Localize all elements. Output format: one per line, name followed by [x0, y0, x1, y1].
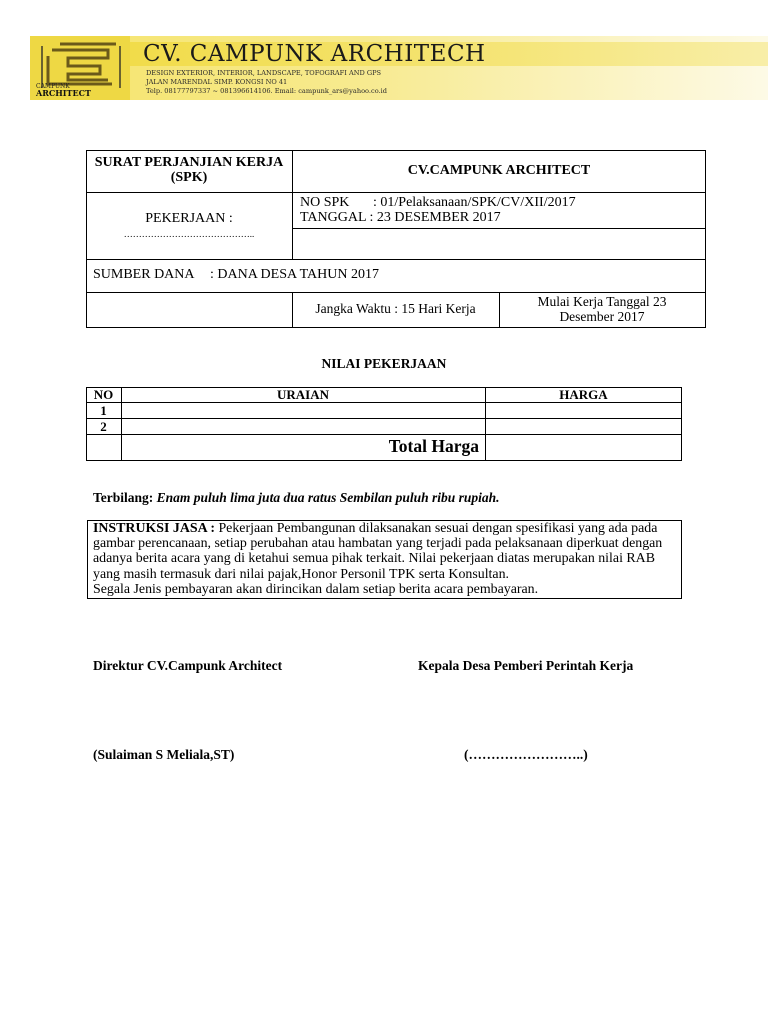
terbilang-label: Terbilang:	[93, 490, 154, 505]
company-contact: Telp. 08177797337 ~ 081396614106. Email: campunk_ars@yahoo.co.id	[146, 87, 387, 95]
header-rule	[292, 228, 706, 229]
mulai-kerja: Mulai Kerja Tanggal 23 Desember 2017	[537, 294, 667, 324]
sumber-dana-value: : DANA DESA TAHUN 2017	[210, 267, 379, 282]
header-rule	[86, 292, 706, 293]
price-rule	[86, 418, 682, 419]
signature-right-name: (……………………..)	[464, 747, 588, 762]
no-spk-value: : 01/Pelaksanaan/SPK/CV/XII/2017	[373, 195, 576, 210]
tanggal: TANGGAL : 23 DESEMBER 2017	[300, 210, 501, 225]
header-rule	[86, 192, 706, 193]
signature-right-title: Kepala Desa Pemberi Perintah Kerja	[418, 658, 634, 673]
sumber-dana-label: SUMBER DANA	[93, 267, 195, 282]
pekerjaan-value: ……………………………………..	[123, 229, 255, 239]
instruksi-label: INSTRUKSI JASA :	[93, 521, 215, 536]
no-spk-label: NO SPK	[300, 195, 350, 210]
terbilang	[93, 490, 500, 506]
terbilang-value: Enam puluh lima juta dua ratus Sembilan puluh ribu rupiah.	[156, 490, 500, 505]
svg-text:ARCHITECT: ARCHITECT	[36, 88, 91, 98]
pekerjaan-label: PEKERJAAN :	[145, 211, 233, 226]
table-row-no: 1	[100, 403, 107, 418]
header-company: CV.CAMPUNK ARCHITECT	[407, 163, 591, 178]
signature-left-name: (Sulaiman S Meliala,ST)	[93, 747, 235, 762]
col-header-harga: HARGA	[559, 387, 608, 402]
col-header-uraian: URAIAN	[277, 387, 329, 402]
signature-left-title: Direktur CV.Campunk Architect	[93, 658, 283, 673]
jangka-waktu: Jangka Waktu : 15 Hari Kerja	[315, 301, 476, 316]
price-rule	[86, 434, 682, 435]
company-address: JALAN MARENDAL SIMP. KONGSI NO 41	[146, 78, 288, 86]
svg-text:CAMPUNK: CAMPUNK	[36, 83, 70, 90]
company-name: CV. CAMPUNK ARCHITECH	[143, 41, 486, 67]
header-rule	[86, 259, 706, 260]
instruksi-jasa-box	[87, 520, 682, 599]
col-header-no: NO	[93, 387, 114, 402]
letterhead	[0, 0, 768, 112]
table-row-no: 2	[100, 419, 107, 434]
header-divider	[499, 292, 500, 328]
doc-title: SURAT PERJANJIAN KERJA (SPK)	[94, 155, 284, 185]
company-logo	[30, 36, 130, 100]
nilai-pekerjaan-title: NILAI PEKERJAAN	[321, 356, 447, 371]
company-services: DESIGN EXTERIOR, INTERIOR, LANDSCAPE, TOFOGRAFI AND GPS	[146, 69, 382, 77]
total-harga-label: Total Harga	[388, 436, 479, 456]
instruksi-text: Pekerjaan Pembangunan dilaksanakan sesuai dengan spesifikasi yang ada pada gambar perencanaan, setiap perubahan atau hambatan yang terjadi pada pelaksanaan diperkuat dengan adanya berita acara yang di ketahui semua pihak terkait. Nilai pekerjaan diatas merupakan nilai RAB yang masih termasuk dari nilai pajak,Honor Personil TPK serta Konsultan.	[93, 521, 663, 582]
instruksi-text-2: Segala Jenis pembayaran akan dirincikan dalam setiap berita acara pembayaran.	[93, 581, 539, 597]
